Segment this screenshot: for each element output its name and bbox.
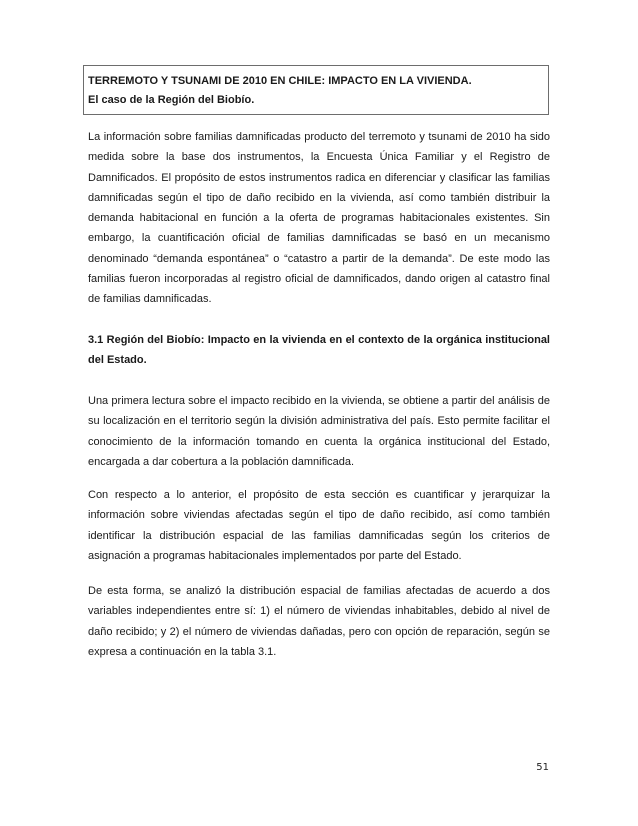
title-box [83, 65, 549, 115]
document-title: TERREMOTO Y TSUNAMI DE 2010 EN CHILE: IMPACTO EN LA VIVIENDA. [88, 75, 472, 87]
page-number: 51 [536, 762, 549, 773]
body-paragraph-3-block [88, 485, 550, 566]
body-paragraph-1-block [88, 127, 550, 310]
document-subtitle: El caso de la Región del Biobío. [88, 94, 255, 106]
section-heading-block [88, 330, 550, 371]
body-paragraph-3: Con respecto a lo anterior, el propósito de esta sección es cuantificar y jerarquizar la información sobre viviendas afectadas según el tipo de daño recibido, así como también identificar la distribución espacial de las familias damnificadas según los criterios de asignación a programas habitacionales implementados por parte del Estado. [88, 489, 550, 562]
section-heading: 3.1 Región del Biobío: Impacto en la vivienda en el contexto de la orgánica institucional del Estado. [88, 334, 550, 367]
body-paragraph-1: La información sobre familias damnificadas producto del terremoto y tsunami de 2010 ha sido medida sobre la base dos instrumentos, la Encuesta Única Familiar y el Registro de Damnificados. El propósito de estos instrumentos radica en diferenciar y clasificar las familias damnificadas según el tipo de daño recibido en la vivienda, así como también distribuir la demanda habitacional en función a la oferta de programas habitacionales existentes. Sin embargo, la cuantificación oficial de familias damnificadas se basó en un mecanismo denominado “demanda espontánea” o “catastro a partir de la demanda”. De este modo las familias fueron incorporadas al registro oficial de damnificados, dando origen al catastro final de familias damnificadas. [88, 131, 550, 306]
body-paragraph-4: De esta forma, se analizó la distribución espacial de familias afectadas de acuerdo a dos variables independientes entre sí: 1) el número de viviendas inhabitables, debido al nivel de daño recibido; y 2) el número de viviendas dañadas, pero con opción de reparación, según se expresa a continuación en la tabla 3.1. [88, 585, 550, 658]
body-paragraph-2: Una primera lectura sobre el impacto recibido en la vivienda, se obtiene a partir del análisis de su localización en el territorio según la división administrativa del país. Esto permite facilitar el conocimiento de la información tomando en cuenta la orgánica institucional del Estado, encargada a dar cobertura a la población damnificada. [88, 395, 550, 468]
body-paragraph-4-block [88, 581, 550, 662]
body-paragraph-2-block [88, 391, 550, 472]
